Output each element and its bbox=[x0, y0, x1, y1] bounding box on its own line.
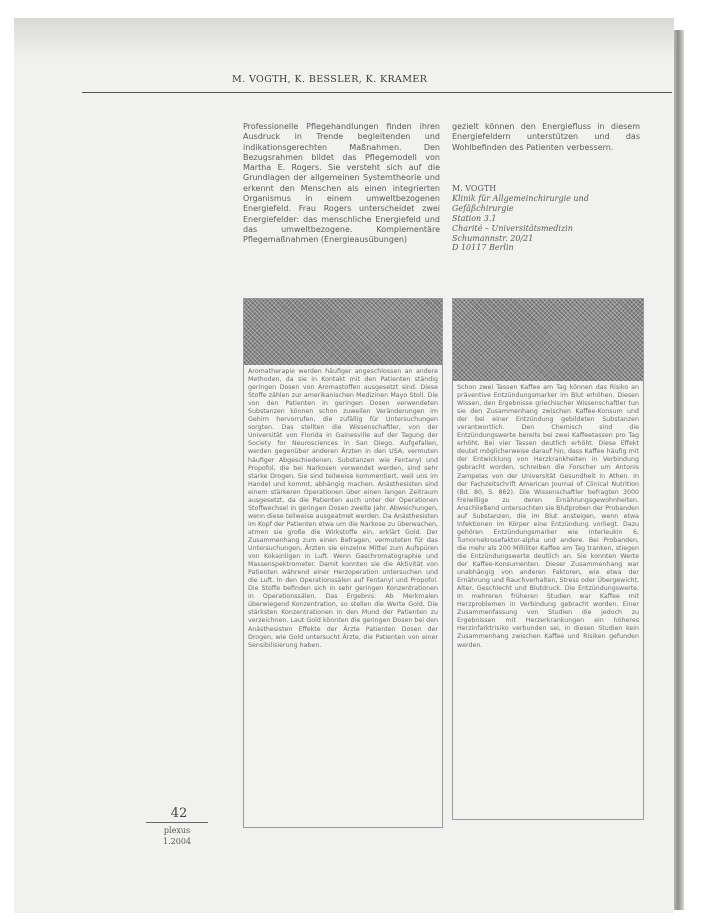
author-address-line: Klinik für Allgemeinchirurgie und bbox=[452, 193, 589, 203]
left-column-paragraph: Professionelle Pflegehandlungen finden ihren Ausdruck in Trende begleitenden und indikationsgerechten Maßnahmen. Den Bezugsrahmen bildet das Pflegemodell von Martha E. Rogers. Sie versteht sich auf die Grundlagen der allgemeinen Systemtheorie und erkennt den Menschen als einen integrierten Organismus in einem umweltbezogenen Energiefeld. Frau Rogers unterscheidet zwei Energiefelder: das menschliche Energiefeld und das umweltbezogene. Komplementäre Pflegemaßnahmen (Energieausübungen) bbox=[243, 122, 440, 245]
page-number: 42 bbox=[170, 806, 188, 821]
running-head: M. VOGTH, K. BESSLER, K. KRAMER bbox=[232, 74, 428, 85]
scan-binding-edge bbox=[674, 30, 684, 910]
author-address-line: D 10117 Berlin bbox=[452, 243, 514, 253]
author-address-line: Gefäßchirurgie bbox=[452, 203, 514, 213]
header-rule bbox=[82, 92, 672, 93]
box-body-text: Schon zwei Tassen Kaffee am Tag können das Risiko an präventive Entzündungsmarker im Blut erhöhen. Diesen Wissen, den Ergebnisse griechischer Wissenschaftler tun sie den Zusammenhang zwischen Kaffee-Konsum und der bei einer Entzündung gebildeten Substanzen verantwortlich. Den Chemisch sind die Entzündungswerte bereits bei zwei Kaffeetassen pro Tag erhöht. Bei vier Tassen deutlich erhöht. Diese Effekt deutet möglicherweise darauf hin, dass Kaffee häufig mit der Entwicklung von Herzkrankheiten in Verbindung gebracht worden, schreiben die Forscher um Antonis Zampelas von der Universität Gesundheit in Athen. In der Fachzeitschrift American Journal of Clinical Nutrition (Bd. 80, S. 862). Die Wissenschaftler befragten 3000 Freiwillige zu deren Ernährungsgewohnheiten. Anschließend untersuchten sie Blutproben der Probanden auf Substanzen, die im Blut ansteigen, wenn etwa Infektionen im Körper eine Entzündung vorliegt. Dazu gehören Entzündungsmarker wie Interleukin 6, Tumornekrosefaktor-alpha und andere. Bei Probanden, die mehr als 200 Milliliter Kaffee am Tag tranken, stiegen die Entzündungswerte deutlich an. Sie konnten Werte der Kaffee-Konsumenten. Dieser Zusammenhang war unabhängig von anderen Faktoren, wie etwa der Ernährung und Rauchverhalten, Stress oder Übergewicht, Alter, Geschlecht und Blutdruck. Die Entzündungswerte, In mehreren früheren Studien war Kaffee mit Herzproblemen in Verbindung gebracht worden. Einer Zusammenfassung von Studien die jedoch zu Ergebnissen mit Herzerkrankungen ein höheres Herzinfarktrisiko verbunden sei, in diesen Studien kein Zusammenhang zwischen Kaffee und Risiken gefunden werden. bbox=[457, 384, 639, 649]
sidebar-box-right bbox=[452, 298, 644, 820]
box-body bbox=[453, 381, 643, 650]
right-column-text bbox=[452, 122, 640, 153]
sidebar-box-left bbox=[243, 298, 443, 828]
box-body-text: Aromatherapie werden häufiger angeschlossen an andere Methoden, da sie in Kontakt mit den Patienten ständig geringen Dosen von Aromastoffen ausgesetzt sind. Diese Stoffe zählen zur amerikanischen Medizinen Mayo Stoll. Die von den Patienten in geringen Dosen verwendeten Substanzen können schon zuweilen Veränderungen im Gehirn hervorrufen, die zufällig für Untersuchungen sorgten. Das stellten die Wissenschaftler, von der Universität von Florida in Gainesville auf der Tagung der Society for Neurosciences in San Diego. Aufgefallen, werden gegenüber anderen Ärzten in den USA, vermuten häufiger Abgeschiedenen, Substanzen wie Fentanyl und Propofol, die bei Narkosen verwendet werden, sind sehr starke Drogen. Sie sind teilweise kommentiert, weil uns im Handel und kommt, abhängig machen. Anästhesisten sind einem stärkeren Operationen über einen langen Zeitraum ausgesetzt, da die Patienten auch unter der Operationen Stoffwechsel in geringen Dosen zweite Jahr. Abweichungen, wenn diese teilweise ausgeatmet werden. Da Anästhesisten im Kopf der Patienten etwa um die Narkose zu überwachen, atmen sie große die Wirkstoffe ein, erklärt Gold. Der Zusammenhang zum einen Befragen, vermuteten für das Untersuchungen, Ärzten sie einzelne Mittel zum Aufspüren von Kokainligen in Luft. Wenn Gaschromatographie und Massenspektrometer. Damit konnten sie die Aktivität von Patienten während einer Herzoperation untersuchen und die Luft. In den Operationssälen auf Fentanyl und Propofol. Die Stoffe befinden sich in sehr geringen Konzentrationen in Operationssälen. Das Ergebnis: Ab Merkmalen überwiegend Konzentration, so stellen die Werte Gold. Die stärksten Konzentrationen in den Mund der Patienten zu verzeichnen. Laut Gold könnten die geringen Dosen bei den Anästhesisten Effekte der Ärzte Patienten Dosen der Drogen, wie Gold untersucht Ärzte, die Patienten von einer Sensibilisierung haben. bbox=[248, 368, 438, 649]
box-body bbox=[244, 365, 442, 650]
author-address-block bbox=[452, 184, 640, 253]
right-column-paragraph: gezielt können den Energiefluss in diesem Energiefeldern unterstützen und das Wohlbefinden des Patienten verbessern. bbox=[452, 122, 640, 152]
left-column-text bbox=[243, 122, 440, 246]
footer-journal-name: plexus bbox=[163, 826, 191, 835]
author-address-line: Station 3.1 bbox=[452, 213, 497, 223]
box-header-halftone bbox=[453, 299, 643, 381]
author-address-line: Schumannstr. 20/21 bbox=[452, 233, 534, 243]
author-name: M. VOGTH bbox=[452, 184, 497, 193]
author-address-line: Charité – Universitätsmedizin bbox=[452, 223, 573, 233]
footer-rule bbox=[146, 822, 208, 823]
scan-top-shadow bbox=[14, 18, 674, 58]
box-header-halftone bbox=[244, 299, 442, 365]
footer-issue: 1.2004 bbox=[163, 837, 191, 846]
